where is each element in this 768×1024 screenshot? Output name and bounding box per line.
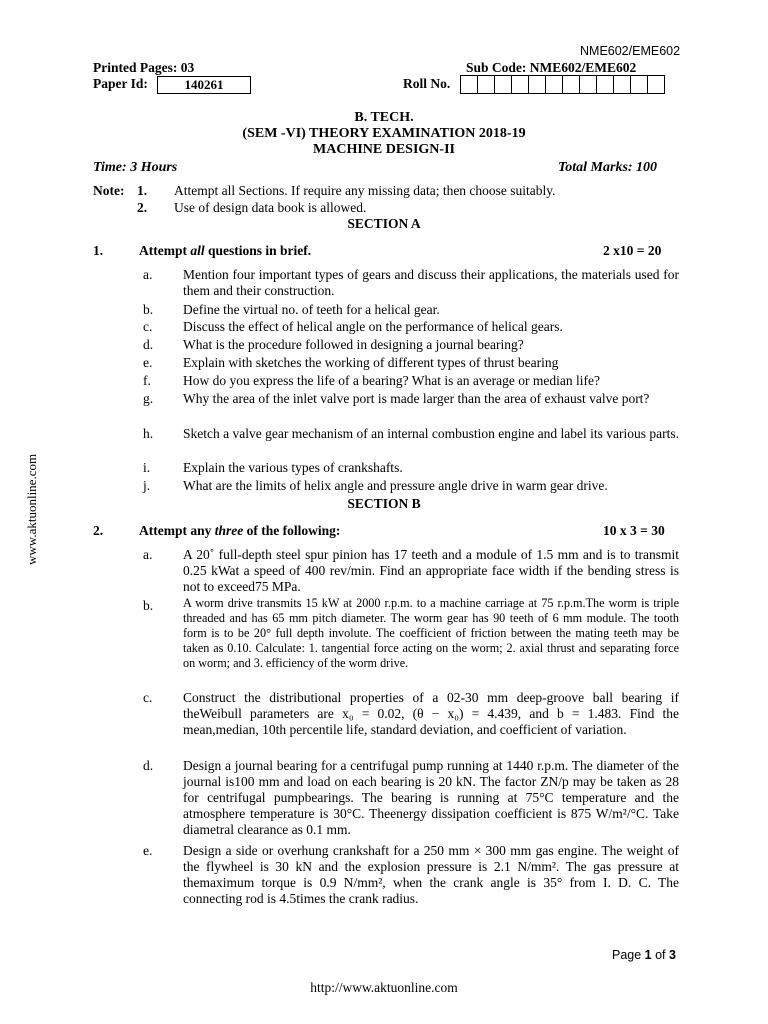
question-text: A worm drive transmits 15 kW at 2000 r.p.m. to a machine carriage at 75 r.p.m.The worm is triple threaded and has 65 mm pitch diameter. The worm gear has 90 teeth of 6 mm module. The tooth form is to be 20° full depth involute. The coefficient of friction between the mating teeth may be taken as 0.10. Calculate: 1. tangential force acting on the worm; 2. axial thrust and separating force on worm; and 3. efficiency of the worm drive. xyxy=(183,596,679,670)
footer-url: http://www.aktuonline.com xyxy=(310,980,458,995)
item-label: j. xyxy=(143,478,151,493)
question-text: Sketch a valve gear mechanism of an internal combustion engine and label its various parts. xyxy=(183,426,679,441)
roll-box xyxy=(647,75,665,94)
question-text: What are the limits of helix angle and pressure angle drive in warm gear drive. xyxy=(183,478,608,493)
item-label: i. xyxy=(143,460,151,475)
item-label: e. xyxy=(143,843,153,858)
item-label: c. xyxy=(143,319,153,334)
instruction-emphasis: three xyxy=(214,523,244,538)
question-text: What is the procedure followed in designing a journal bearing? xyxy=(183,337,524,352)
document-code: NME602/EME602 xyxy=(580,44,681,58)
total-marks: Total Marks: 100 xyxy=(558,160,658,175)
sub-code: Sub Code: NME602/EME602 xyxy=(466,60,637,75)
item-label: b. xyxy=(143,302,154,317)
note-number: 1. xyxy=(137,183,148,198)
printed-pages: Printed Pages: 03 xyxy=(93,60,195,75)
page-text: of xyxy=(651,948,669,962)
roll-box xyxy=(545,75,563,94)
question-text: Design a journal bearing for a centrifugal pump running at 1440 r.p.m. The diameter of the journal is100 mm and load on each bearing is 20 kN. The factor ZN/p may be taken as 28 for centrifugal pumpbearings. The bearing is running at 75°C temperature and the atmosphere temperature is 30°C. Theenergy dissipation coefficient is 875 W/m²/°C. Take diametral clearance as 0.1 mm. xyxy=(183,758,679,837)
item-label: b. xyxy=(143,598,154,613)
note-text: Use of design data book is allowed. xyxy=(174,200,367,215)
question-instruction xyxy=(139,243,311,259)
note-text: Attempt all Sections. If require any missing data; then choose suitably. xyxy=(174,183,556,198)
paper-id-label: Paper Id: xyxy=(93,76,148,91)
subject-title: MACHINE DESIGN-II xyxy=(313,142,455,157)
roll-box xyxy=(528,75,546,94)
roll-box xyxy=(630,75,648,94)
item-label: d. xyxy=(143,758,154,773)
question-instruction xyxy=(139,523,340,539)
question-text: Explain the various types of crankshafts. xyxy=(183,460,403,475)
instruction-text: Attempt any xyxy=(139,523,215,538)
question-text: Explain with sketches the working of different types of thrust bearing xyxy=(183,355,559,370)
roll-box xyxy=(460,75,478,94)
question-text: Mention four important types of gears and discuss their applications, the materials used for them and their construction. xyxy=(183,267,679,298)
instruction-text: of the following: xyxy=(243,523,341,538)
question-text: Design a side or overhung crankshaft for a 250 mm × 300 mm gas engine. The weight of the flywheel is 30 kN and the explosion pressure is 2.1 N/mm². The gas pressure at themaximum torque is 0.9 N/mm², when the crank angle is 35° from I. D. C. The connecting rod is 4.5times the crank radius. xyxy=(183,843,679,906)
item-label: a. xyxy=(143,267,153,282)
question-text: Why the area of the inlet valve port is made larger than the area of exhaust valve port? xyxy=(183,391,650,406)
question-text: Construct the distributional properties of a 02-30 mm deep-groove ball bearing if theWeibull parameters are x₀ = 0.02, (θ − x₀) = 4.439, and b = 1.483. Find the mean,median, 10th percentile life, standard deviation, and coefficient of variation. xyxy=(183,690,679,737)
roll-box xyxy=(511,75,529,94)
section-a-heading: SECTION A xyxy=(347,216,421,231)
page-number xyxy=(612,948,676,962)
instruction-text: Attempt xyxy=(139,243,191,258)
question-text: Discuss the effect of helical angle on the performance of helical gears. xyxy=(183,319,563,334)
item-label: e. xyxy=(143,355,153,370)
page-text: Page xyxy=(612,948,645,962)
instruction-text: questions in brief. xyxy=(204,243,312,258)
question-text: How do you express the life of a bearing? What is an average or median life? xyxy=(183,373,600,388)
item-label: h. xyxy=(143,426,154,441)
note-number: 2. xyxy=(137,200,148,215)
roll-box xyxy=(562,75,580,94)
side-watermark-url: www.aktuonline.com xyxy=(24,453,39,565)
roll-box xyxy=(613,75,631,94)
roll-box xyxy=(494,75,512,94)
roll-no-label: Roll No. xyxy=(403,76,451,91)
item-label: f. xyxy=(143,373,151,388)
section-b-heading: SECTION B xyxy=(347,496,421,511)
instruction-emphasis: all xyxy=(190,243,205,258)
item-label: d. xyxy=(143,337,154,352)
question-marks: 2 x10 = 20 xyxy=(603,243,662,258)
item-label: c. xyxy=(143,690,153,705)
item-label: a. xyxy=(143,547,153,562)
question-marks: 10 x 3 = 30 xyxy=(603,523,665,538)
roll-box xyxy=(477,75,495,94)
exam-title: (SEM -VI) THEORY EXAMINATION 2018-19 xyxy=(242,126,526,141)
roll-no-boxes xyxy=(461,75,665,94)
question-text: A 20˚ full-depth steel spur pinion has 17 teeth and a module of 1.5 mm and is to transmit 0.25 kWat a speed of 400 rev/min. Find an appropriate face width if the bending stress is not to exceed75 MPa. xyxy=(183,547,679,594)
roll-box xyxy=(596,75,614,94)
question-number: 1. xyxy=(93,243,104,258)
question-number: 2. xyxy=(93,523,104,538)
page-total: 3 xyxy=(669,948,676,962)
roll-box xyxy=(579,75,597,94)
paper-id-box: 140261 xyxy=(157,76,251,94)
degree-title: B. TECH. xyxy=(354,110,414,125)
question-text: Define the virtual no. of teeth for a helical gear. xyxy=(183,302,440,317)
time-limit: Time: 3 Hours xyxy=(93,160,178,175)
item-label: g. xyxy=(143,391,154,406)
note-label: Note: xyxy=(93,183,125,198)
page-current: 1 xyxy=(644,948,652,962)
